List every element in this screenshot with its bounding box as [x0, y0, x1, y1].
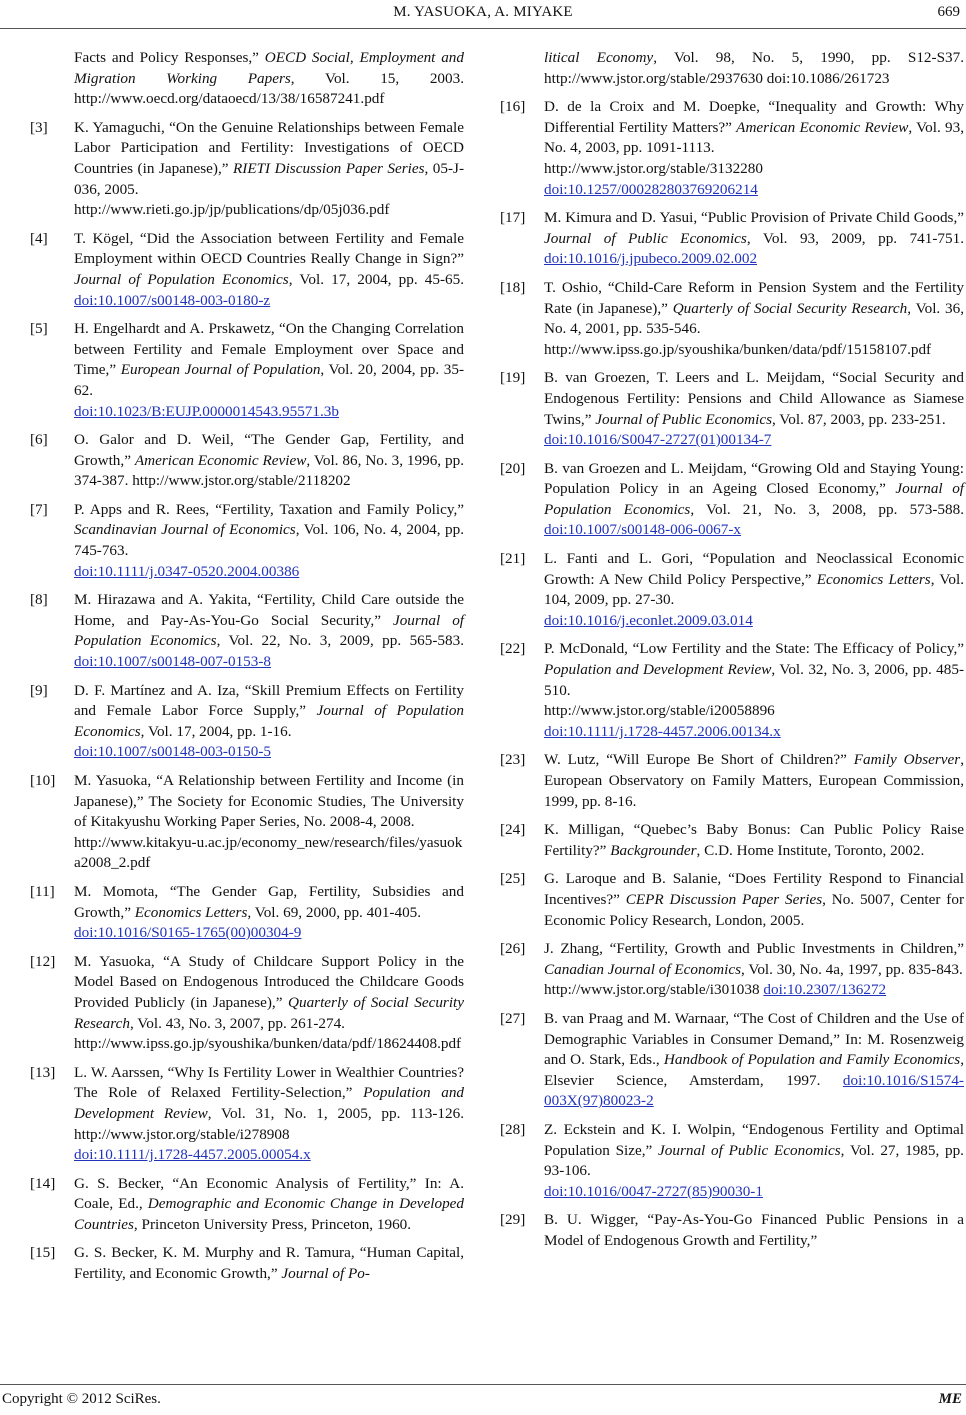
- reference-24: [24] K. Milligan, “Quebec’s Baby Bonus: Can Public Policy Raise Fertility?” Backgrounder, C.D. Home Institute, Toronto, 2002.: [500, 821, 964, 859]
- reference-7: [7] P. Apps and R. Rees, “Fertility, Taxation and Family Policy,” Scandinavian Journal of Economics, Vol. 106, No. 4, 2004, pp. 745-763. doi:10.1111/j.0347-0520.2004.00386: [34, 500, 464, 582]
- reference-url[interactable]: http://www.jstor.org/stable/i301038: [544, 981, 760, 999]
- reference-23: [23] W. Lutz, “Will Europe Be Short of Children?” Family Observer, European Observatory on Family Matters, European Commission, 1999, pp. 8-16.: [500, 751, 964, 810]
- copyright-notice: Copyright © 2012 SciRes.: [2, 1391, 161, 1407]
- page-header: [0, 0, 966, 29]
- doi-link[interactable]: doi:10.1007/s00148-007-0153-8: [74, 653, 272, 671]
- doi-link[interactable]: doi:10.1086/261723: [766, 69, 890, 87]
- reference-15: [15] G. S. Becker, K. M. Murphy and R. Tamura, “Human Capital, Fertility, and Economic Growth,” Journal of Po-: [30, 1244, 464, 1283]
- reference-16: [16] D. de la Croix and M. Doepke, “Inequality and Growth: Why Differential Fertility Matters?” American Economic Review, Vol. 93, No. 4, 2003, pp. 1091-1113. http://www.jstor.org/stable/3132280 doi:10.1257/000282803769206214: [504, 97, 964, 200]
- reference-url[interactable]: http://www.jstor.org/stable/i20058896: [544, 702, 775, 720]
- reference-18: [18] T. Oshio, “Child-Care Reform in Pension System and the Fertility Rate (in Japanese),” Quarterly of Social Security Research, Vol. 36, No. 4, 2001, pp. 535-546. http://www.ipss.go.jp/syoushika/bunken/data/pdf/15158107.pdf: [504, 278, 964, 360]
- reference-19: [19] B. van Groezen, T. Leers and L. Meijdam, “Social Security and Endogenous Fertility: Pensions and Child Allowance as Siamese Twins,” Journal of Public Economics, Vol. 87, 2003, pp. 233-251. doi:10.1016/S0047-2727(01)00134-7: [504, 368, 964, 450]
- doi-link[interactable]: doi:10.1016/j.econlet.2009.03.014: [544, 611, 753, 629]
- reference-3: [3] K. Yamaguchi, “On the Genuine Relationships between Female Labor Participation and Fertility: Investigations of OECD Countries (in Japanese),” RIETI Discussion Paper Series, 05-J-036, 2005. http://www.rieti.go.jp/jp/publications/dp/05j036.pdf: [34, 118, 464, 221]
- doi-link[interactable]: doi:10.1016/S0047-2727(01)00134-7: [544, 431, 772, 449]
- doi-link[interactable]: doi:10.1016/0047-2727(85)90030-1: [544, 1182, 763, 1200]
- journal-abbreviation: ME: [938, 1391, 962, 1407]
- doi-link[interactable]: doi:10.1016/S1574-003X(97)80023-2: [544, 1071, 964, 1110]
- reference-17: [17] M. Kimura and D. Yasui, “Public Provision of Private Child Goods,” Journal of Public Economics, Vol. 93, 2009, pp. 741-751. doi:10.1016/j.jpubeco.2009.02.002: [500, 209, 964, 268]
- doi-link[interactable]: doi:10.1007/s00148-003-0150-5: [74, 743, 272, 761]
- reference-28: [28] Z. Eckstein and K. I. Wolpin, “Endogenous Fertility and Optimal Population Size,” Journal of Public Economics, Vol. 27, 1985, pp. 93-106. doi:10.1016/0047-2727(85)90030-1: [504, 1120, 964, 1202]
- doi-link[interactable]: doi:10.1111/j.0347-0520.2004.00386: [74, 562, 300, 580]
- page-number: 669: [937, 4, 960, 20]
- running-title: M. YASUOKA, A. MIYAKE: [393, 4, 573, 20]
- reference-url[interactable]: http://www.rieti.go.jp/jp/publications/dp/05j036.pdf: [74, 201, 390, 219]
- reference-29: [29] B. U. Wigger, “Pay-As-You-Go Financed Public Pensions in a Model of Endogenous Growth and Fertility,”: [500, 1211, 964, 1249]
- reference-url[interactable]: http://www.ipss.go.jp/syoushika/bunken/data/pdf/18624408.pdf: [74, 1035, 462, 1053]
- doi-link[interactable]: doi:10.1111/j.1728-4457.2005.00054.x: [74, 1146, 311, 1164]
- left-column: [30, 48, 465, 1293]
- reference-url[interactable]: http://www.kitakyu-u.ac.jp/economy_new/research/files/yasuoka2008_2.pdf: [74, 833, 463, 872]
- right-column: [500, 48, 965, 1259]
- doi-link[interactable]: doi:10.1257/000282803769206214: [544, 180, 758, 198]
- reference-url[interactable]: http://www.jstor.org/stable/3132280: [544, 159, 763, 177]
- reference-9: [9] D. F. Martínez and A. Iza, “Skill Premium Effects on Fertility and Female Labor Force Supply,” Journal of Population Economics, Vol. 17, 2004, pp. 1-16. doi:10.1007/s00148-003-0150-5: [34, 681, 464, 763]
- reference-10: [10] M. Yasuoka, “A Relationship between Fertility and Income (in Japanese),” The Society for Economic Studies, The University of Kitakyushu Working Paper Series, No. 2008-4, 2008. http://www.kitakyu-u.ac.jp/economy_new/research/files/yasuoka2008_2.pdf: [34, 771, 464, 874]
- reference-21: [21] L. Fanti and L. Gori, “Population and Neoclassical Economic Growth: A New Child Policy Perspective,” Economics Letters, Vol. 104, 2009, pp. 27-30. doi:10.1016/j.econlet.2009.03.014: [504, 549, 964, 631]
- reference-6: [6] O. Galor and D. Weil, “The Gender Gap, Fertility, and Growth,” American Economic Review, Vol. 86, No. 3, 1996, pp. 374-387. http://www.jstor.org/stable/2118202: [30, 431, 465, 490]
- reference-27: [27] B. van Praag and M. Warnaar, “The Cost of Children and the Use of Demographic Variables in Consumer Demand,” In: M. Rosenzweig and O. Stark, Eds., Handbook of Population and Family Economics, Elsevier Science, Amsterdam, 1997. doi:10.1016/S1574-003X(97)80023-2: [500, 1009, 964, 1110]
- reference-11: [11] M. Momota, “The Gender Gap, Fertility, Subsidies and Growth,” Economics Letters, Vol. 69, 2000, pp. 401-405. doi:10.1016/S0165-1765(00)00304-9: [34, 882, 464, 944]
- reference-15-continuation: litical Economy, Vol. 98, No. 5, 1990, pp. S12-S37. http://www.jstor.org/stable/2937630 doi:10.1086/261723: [544, 49, 964, 87]
- reference-12: [12] M. Yasuoka, “A Study of Childcare Support Policy in the Model Based on Endogenous Introduced the Childcare Goods Provided Publicly (in Japanese),” Quarterly of Social Security Research, Vol. 43, No. 3, 2007, pp. 261-274. http://www.ipss.go.jp/syoushika/bunken/data/pdf/18624408.pdf: [34, 952, 464, 1055]
- doi-link[interactable]: doi:10.1016/j.jpubeco.2009.02.002: [544, 250, 758, 268]
- reference-20: [20] B. van Groezen and L. Meijdam, “Growing Old and Staying Young: Population Policy in an Ageing Closed Economy,” Journal of Population Economics, Vol. 21, No. 3, 2008, pp. 573-588. doi:10.1007/s00148-006-0067-x: [500, 459, 965, 539]
- reference-8: [8] M. Hirazawa and A. Yakita, “Fertility, Child Care outside the Home, and Pay-As-You-Go Social Security,” Journal of Population Economics, Vol. 22, No. 3, 2009, pp. 565-583. doi:10.1007/s00148-007-0153-8: [30, 591, 465, 671]
- doi-link[interactable]: doi:10.1111/j.1728-4457.2006.00134.x: [544, 722, 781, 740]
- doi-link[interactable]: doi:10.1007/s00148-003-0180-z: [74, 291, 271, 309]
- doi-link[interactable]: doi:10.1023/B:EUJP.0000014543.95571.3b: [74, 402, 339, 420]
- reference-4: [4] T. Kögel, “Did the Association between Fertility and Female Employment within OECD Countries Really Change in Sign?” Journal of Population Economics, Vol. 17, 2004, pp. 45-65. doi:10.1007/s00148-003-0180-z: [30, 229, 464, 309]
- reference-26: [26] J. Zhang, “Fertility, Growth and Public Investments in Children,” Canadian Journal of Economics, Vol. 30, No. 4a, 1997, pp. 835-843. http://www.jstor.org/stable/i301038 doi:10.2307/136272: [500, 940, 964, 999]
- reference-url[interactable]: http://www.ipss.go.jp/syoushika/bunken/data/pdf/15158107.pdf: [544, 340, 932, 358]
- reference-22: [22] P. McDonald, “Low Fertility and the State: The Efficacy of Policy,” Population and Development Review, Vol. 32, No. 3, 2006, pp. 485-510. http://www.jstor.org/stable/i20058896 doi:10.1111/j.1728-4457.2006.00134.x: [504, 639, 964, 742]
- reference-continuation: Facts and Policy Responses,” OECD Social, Employment and Migration Working Papers, Vol. 15, 2003. http://www.oecd.org/dataoecd/13/38/16587241.pdf: [74, 49, 464, 108]
- doi-link[interactable]: doi:10.1007/s00148-006-0067-x: [544, 521, 742, 539]
- reference-url[interactable]: http://www.oecd.org/dataoecd/13/38/16587241.pdf: [74, 90, 385, 108]
- doi-link[interactable]: doi:10.1016/S0165-1765(00)00304-9: [74, 924, 302, 942]
- reference-25: [25] G. Laroque and B. Salanie, “Does Fertility Respond to Financial Incentives?” CEPR Discussion Paper Series, No. 5007, Center for Economic Policy Research, London, 2005.: [500, 870, 964, 929]
- page-footer: [0, 1384, 966, 1415]
- doi-link[interactable]: doi:10.2307/136272: [763, 981, 887, 999]
- reference-14: [14] G. S. Becker, “An Economic Analysis of Fertility,” In: A. Coale, Ed., Demographic and Economic Change in Developed Countries, Princeton University Press, Princeton, 1960.: [30, 1174, 464, 1233]
- reference-13: [13] L. W. Aarssen, “Why Is Fertility Lower in Wealthier Countries? The Role of Relaxed Fertility-Selection,” Population and Development Review, Vol. 31, No. 1, 2005, pp. 113-126. http://www.jstor.org/stable/i278908 doi:10.1111/j.1728-4457.2005.00054.x: [34, 1063, 464, 1166]
- reference-url[interactable]: http://www.jstor.org/stable/2937630: [544, 69, 763, 87]
- reference-5: [5] H. Engelhardt and A. Prskawetz, “On the Changing Correlation between Fertility and Female Employment over Space and Time,” European Journal of Population, Vol. 20, 2004, pp. 35-62. doi:10.1023/B:EUJP.0000014543.95571.3b: [34, 319, 464, 422]
